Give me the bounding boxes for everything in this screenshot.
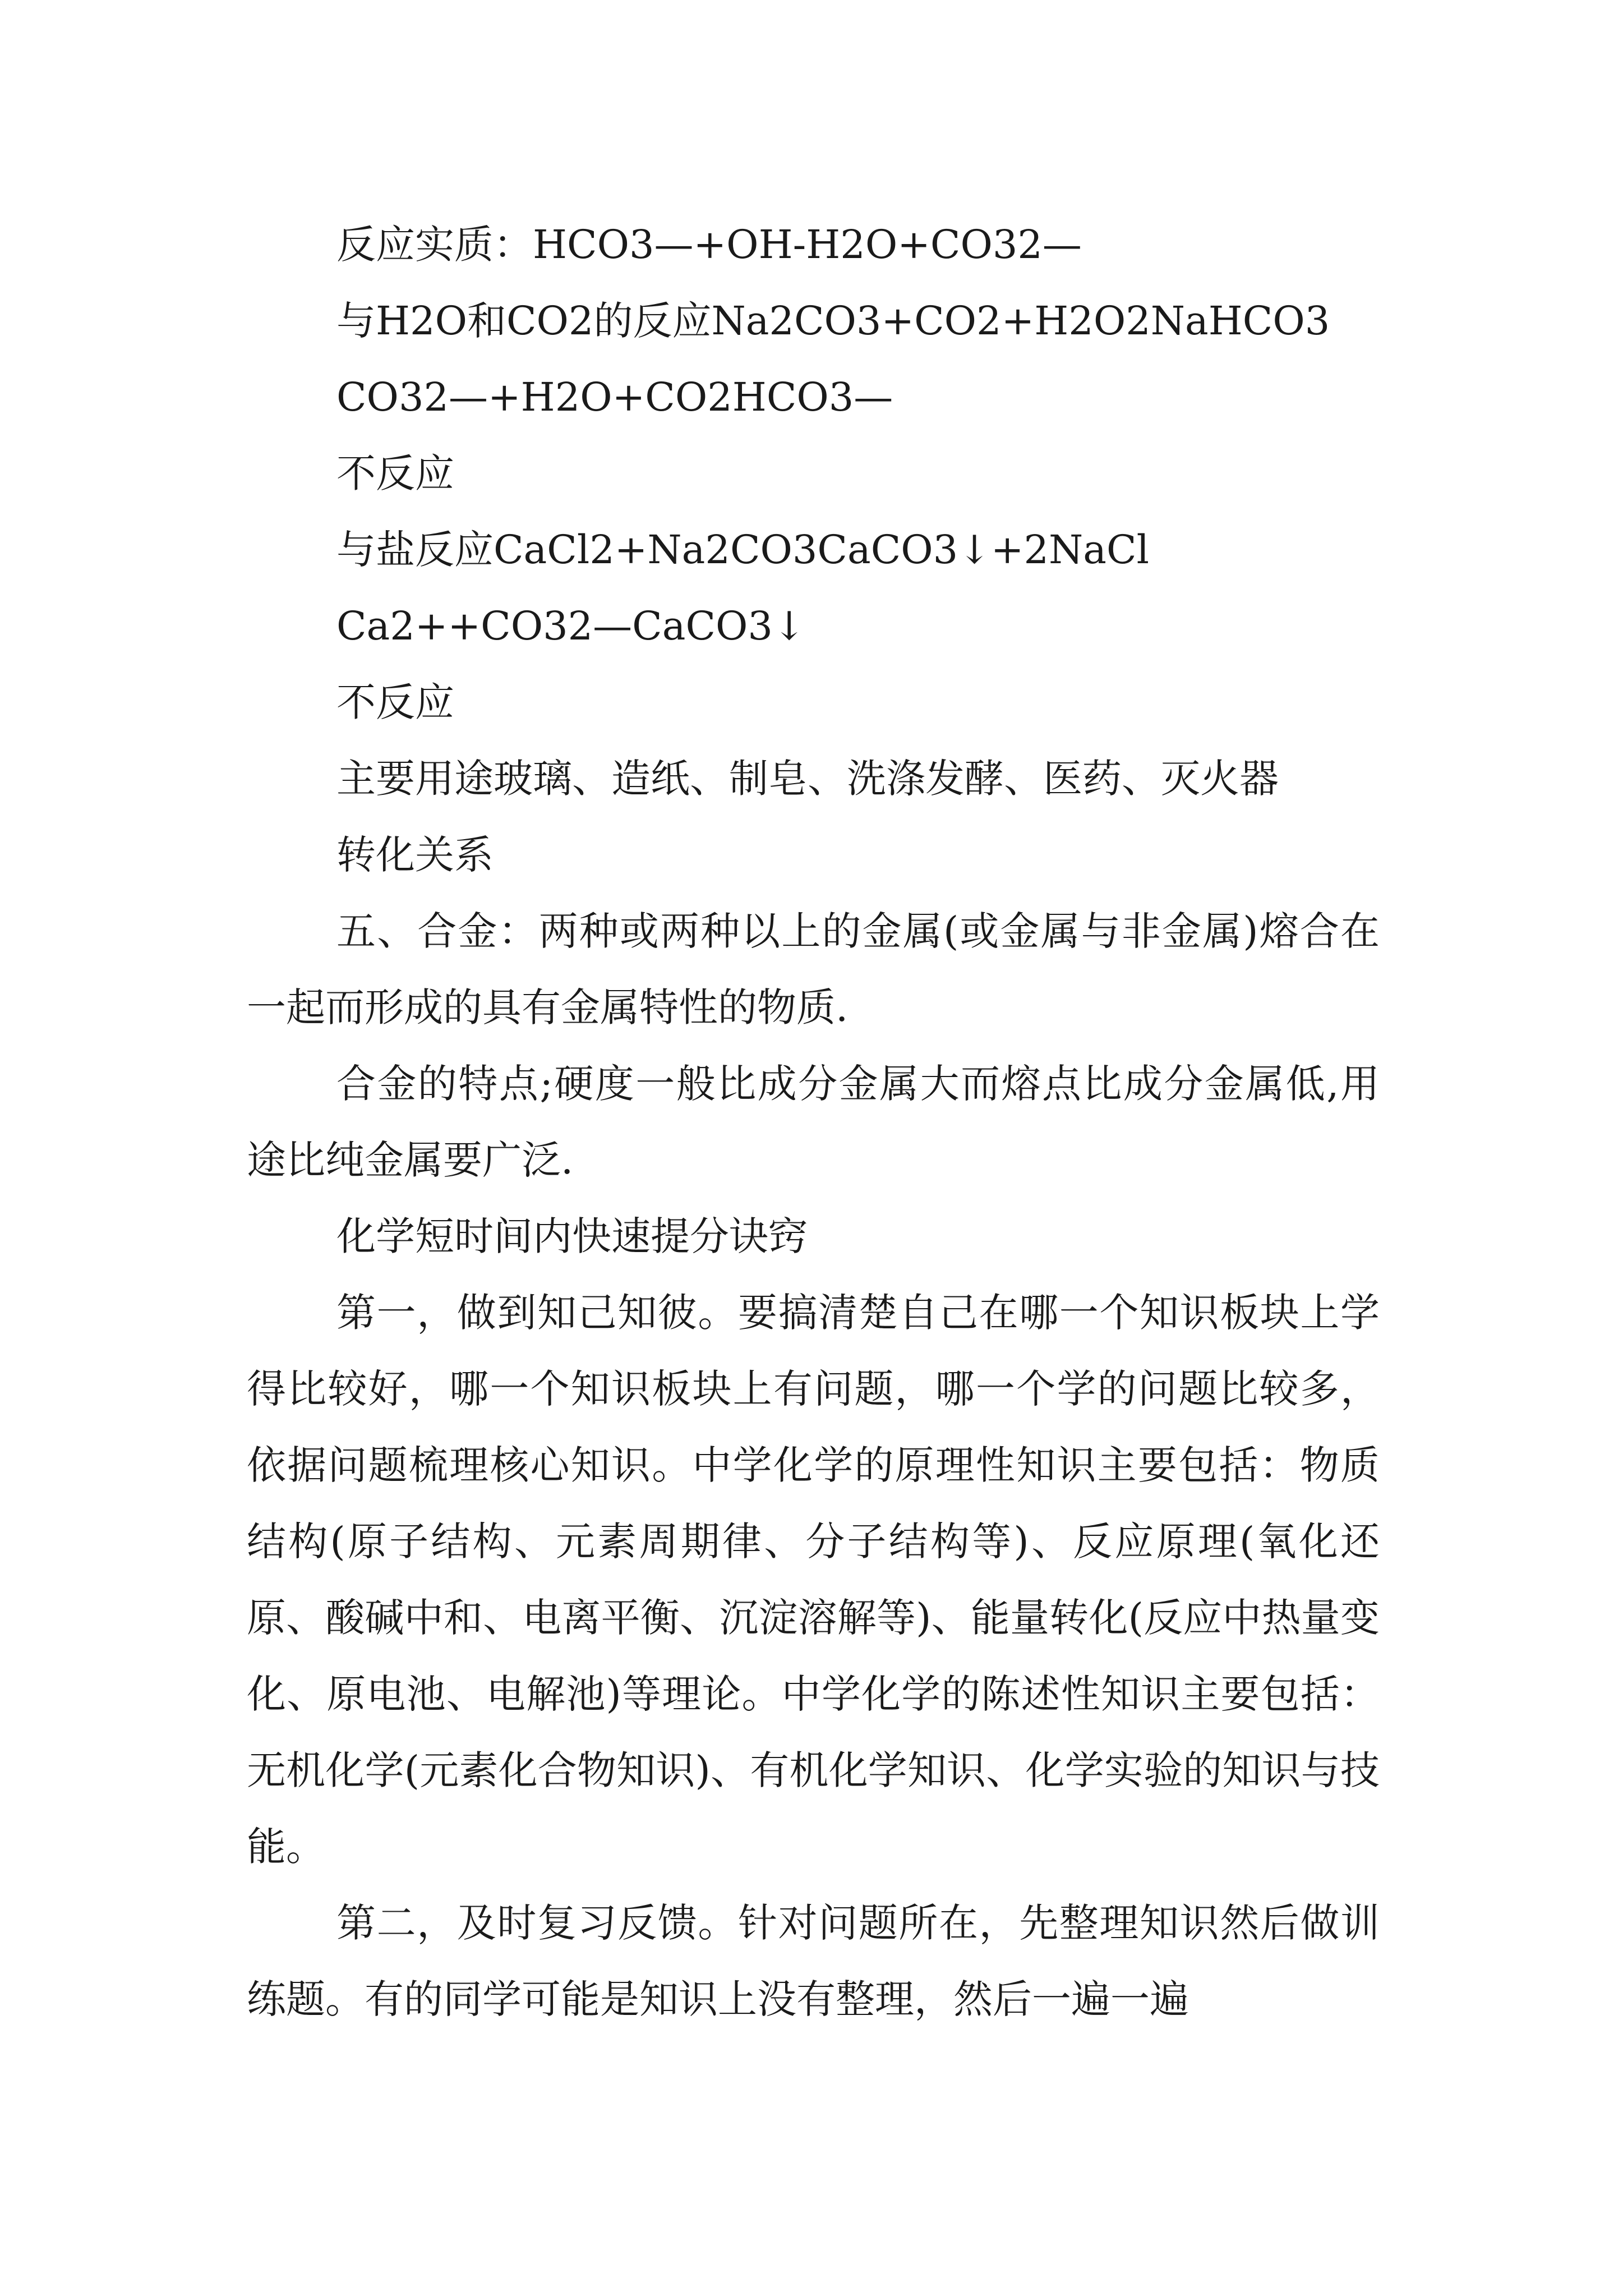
paragraph-tip-first: 第一，做到知己知彼。要搞清楚自己在哪一个知识板块上学得比较好，哪一个知识板块上有问题，哪一个学的问题比较多，依据问题梳理核心知识。中学化学的原理性知识主要包括：物质结构(原子结构、元素周期律、分子结构等)、反应原理(氧化还原、酸碱中和、电离平衡、沉淀溶解等)、能量转化(反应中热量变化、原电池、电解池)等理论。中学化学的陈述性知识主要包括：无机化学(元素化合物知识)、有机化学知识、化学实验的知识与技能。 [247, 1290, 1380, 1870]
document-body [247, 206, 1380, 2037]
text-line-main-uses: 主要用途玻璃、造纸、制皂、洗涤发酵、医药、灭火器 [336, 756, 1279, 802]
text-line-ionic-equation: CO32—+H2O+CO2HCO3— [336, 374, 893, 420]
text-line-ionic-precipitate: Ca2++CO32—CaCO3↓ [336, 603, 806, 649]
paragraph-alloy-definition: 五、合金：两种或两种以上的金属(或金属与非金属)熔合在一起而形成的具有金属特性的物质. [247, 908, 1380, 1030]
paragraph-alloy-features: 合金的特点;硬度一般比成分金属大而熔点比成分金属低,用途比纯金属要广泛. [247, 1061, 1380, 1183]
paragraph-tip-second: 第二，及时复习反馈。针对问题所在，先整理知识然后做训练题。有的同学可能是知识上没有整理，然后一遍一遍 [247, 1900, 1380, 2022]
text-line-conversion: 转化关系 [336, 832, 494, 878]
text-line-no-reaction: 不反应 [336, 450, 454, 496]
text-line-reaction-essence: 反应实质：HCO3—+OH-H2O+CO32— [336, 222, 1082, 268]
section-heading-tips: 化学短时间内快速提分诀窍 [336, 1213, 808, 1259]
text-line-reaction-h2o-co2: 与H2O和CO2的反应Na2CO3+CO2+H2O2NaHCO3 [336, 298, 1330, 344]
text-line-no-reaction-2: 不反应 [336, 679, 454, 725]
text-line-reaction-with-salt: 与盐反应CaCl2+Na2CO3CaCO3↓+2NaCl [336, 527, 1149, 573]
